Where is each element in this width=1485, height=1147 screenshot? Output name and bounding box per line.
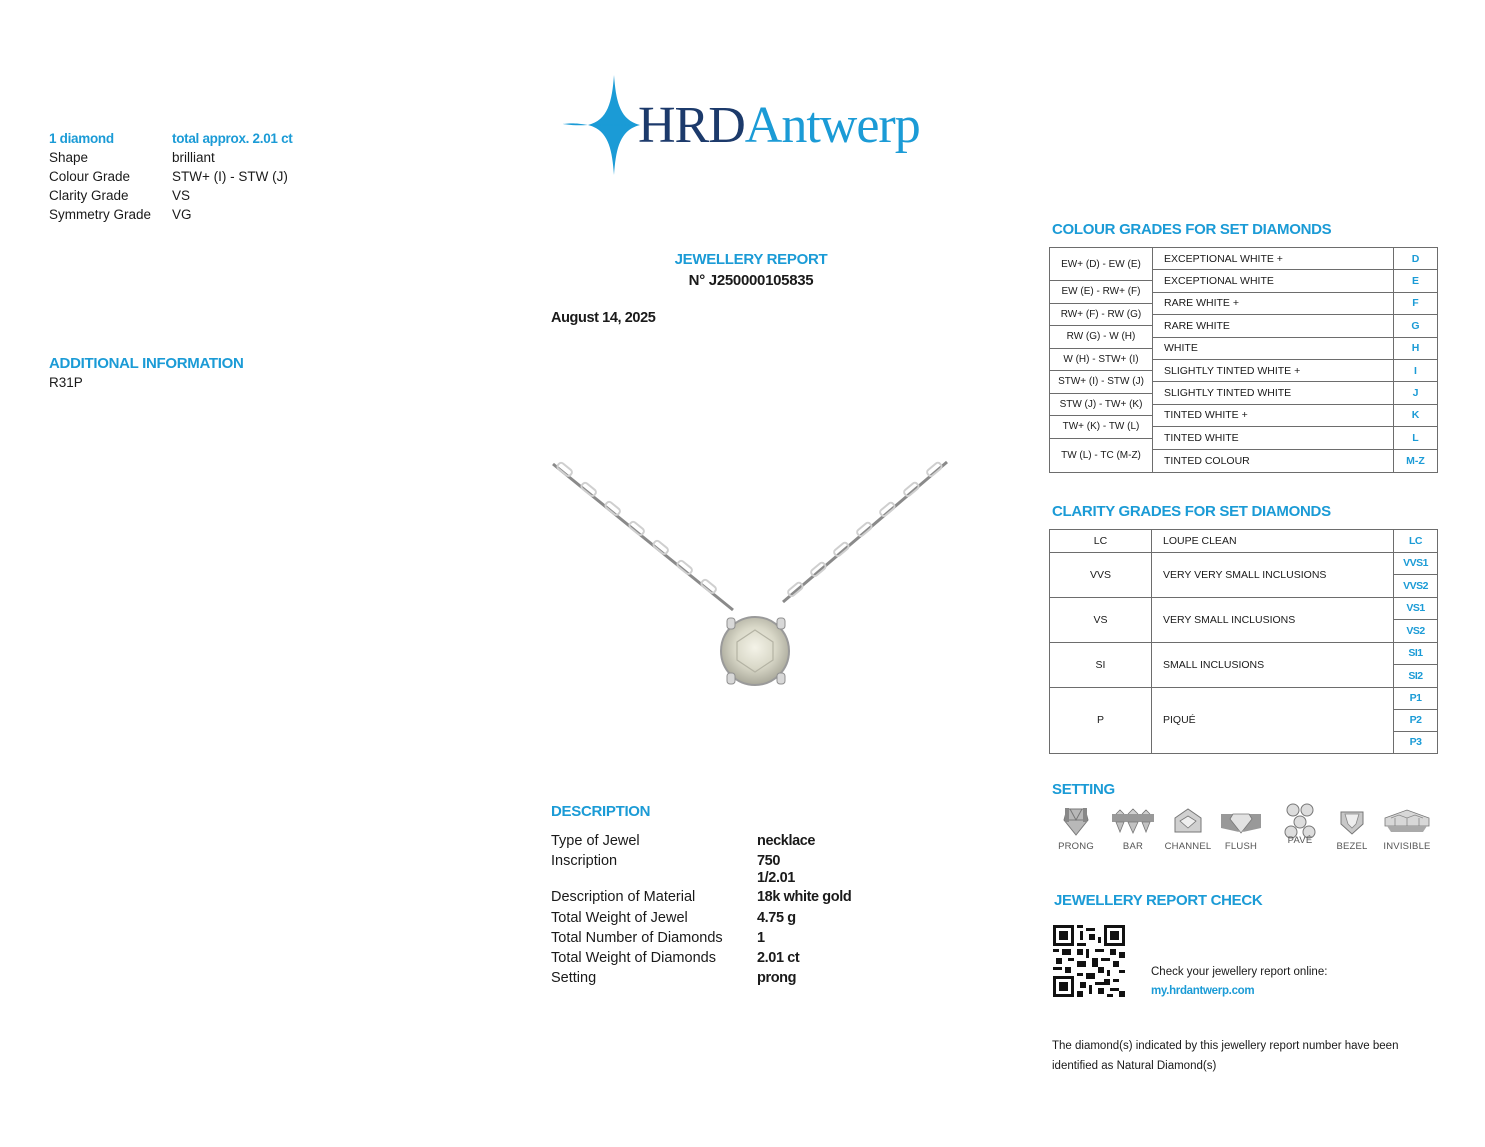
report-check-text [1151,963,1327,1001]
description-row [551,831,851,851]
clarity-code: LC [1409,535,1422,548]
setting-label: INVISIBLE [1383,841,1431,852]
colour-range: TW (L) - TC (M-Z) [1061,449,1141,461]
description-row [551,887,851,907]
setting-item-flush [1211,806,1271,852]
bezel-setting-icon [1335,806,1369,838]
colour-letter: I [1394,360,1437,382]
setting-label: BAR [1122,841,1144,852]
clarity-codes [1394,598,1437,642]
clarity-abbr: VS [1050,598,1152,642]
additional-info-value: R31P [49,375,83,390]
setting-types [1050,806,1440,862]
description-value: 2.01 ct [757,950,800,967]
colour-range: STW (J) - TW+ (K) [1050,394,1152,417]
hrd-antwerp-logo [562,72,962,177]
clarity-name: SMALL INCLUSIONS [1152,643,1394,687]
summary-label: Colour Grade [49,169,131,184]
clarity-code: VS2 [1406,625,1425,638]
clarity-code: SI2 [1408,670,1423,683]
pave-setting-icon [1280,800,1320,840]
colour-letter: F [1394,293,1437,315]
colour-name: WHITE [1153,338,1393,360]
clarity-name: PIQUÉ [1152,688,1394,754]
summary-row [49,148,293,167]
clarity-codes [1394,530,1437,552]
additional-information [49,354,244,392]
colour-range: EW+ (D) - EW (E) [1050,248,1152,281]
clarity-abbr: VVS [1050,553,1152,597]
setting-item-pave [1270,806,1330,846]
colour-name: SLIGHTLY TINTED WHITE + [1153,360,1393,382]
summary-row [49,167,293,186]
clarity-codes [1394,553,1437,597]
colour-range: W (H) - STW+ (I) [1050,349,1152,372]
total-weight: total approx. 2.01 ct [172,131,293,146]
additional-info-title: ADDITIONAL INFORMATION [49,355,244,372]
clarity-abbr: SI [1050,643,1152,687]
clarity-code: VVS2 [1403,580,1428,593]
setting-label: CHANNEL [1164,841,1212,852]
setting-item-bezel [1322,806,1382,852]
clarity-row [1050,553,1437,598]
logo-text-hrd: HRD [638,97,745,154]
channel-setting-icon [1171,806,1205,838]
colour-name: SLIGHTLY TINTED WHITE [1153,382,1393,404]
setting-label: BEZEL [1336,841,1368,852]
check-link[interactable]: my.hrdantwerp.com [1151,985,1255,997]
colour-letter: L [1394,427,1437,449]
colour-name: EXCEPTIONAL WHITE + [1153,248,1393,270]
clarity-code: VS1 [1394,598,1437,621]
summary-value: brilliant [172,150,215,165]
description-value: 4.75 g [757,909,796,926]
colour-name: TINTED WHITE + [1153,405,1393,427]
setting-item-prong [1046,806,1106,852]
colour-name-column [1153,248,1394,472]
description-row [551,968,851,988]
diamond-summary [49,129,293,224]
qr-code-icon [1053,925,1125,997]
description-label: Total Weight of Jewel [551,909,688,926]
invisible-setting-icon [1383,806,1431,838]
colour-name: TINTED COLOUR [1164,454,1250,467]
colour-letter: K [1394,405,1437,427]
summary-label: Shape [49,150,89,165]
prong-setting-icon [1059,806,1093,838]
description-value: necklace [757,833,816,849]
check-instruction: Check your jewellery report online: [1151,966,1328,978]
colour-range: RW (G) - W (H) [1050,326,1152,349]
clarity-row [1050,598,1437,643]
necklace-photo [551,460,948,700]
colour-letter: E [1394,270,1437,292]
description-value: 18k white gold [757,889,852,906]
colour-letter-column [1394,248,1437,472]
colour-name: RARE WHITE [1153,315,1393,337]
report-date: August 14, 2025 [551,310,656,326]
description-row [551,928,851,948]
clarity-row [1050,530,1437,553]
colour-letter: J [1394,382,1437,404]
colour-letter: D [1394,248,1437,270]
report-title: JEWELLERY REPORT [674,251,828,268]
clarity-grades-table [1049,529,1438,754]
description-row [551,851,851,887]
summary-label: Symmetry Grade [49,207,152,222]
clarity-name: VERY VERY SMALL INCLUSIONS [1152,553,1394,597]
description-label: Total Number of Diamonds [551,929,723,946]
description-label: Description of Material [551,889,696,906]
clarity-abbr: LC [1050,530,1152,552]
clarity-codes [1394,643,1437,687]
setting-item-bar [1103,806,1163,852]
description-label: Setting [551,970,597,987]
bar-setting-icon [1110,806,1156,838]
summary-value: VG [172,207,192,222]
colour-name: TINTED WHITE [1153,427,1393,449]
description-value [757,851,795,887]
description-label: Total Weight of Diamonds [551,950,716,967]
clarity-code: P1 [1394,688,1437,710]
report-check-title: JEWELLERY REPORT CHECK [1054,892,1263,909]
clarity-abbr: P [1050,688,1152,754]
colour-letter: H [1394,338,1437,360]
description-title: DESCRIPTION [551,803,651,820]
clarity-codes [1394,688,1437,754]
colour-letter: M-Z [1406,454,1425,467]
setting-label: FLUSH [1224,841,1258,852]
description-label: Type of Jewel [551,833,640,849]
setting-item-invisible [1377,806,1437,852]
clarity-code: P2 [1394,710,1437,732]
diamond-count: 1 diamond [49,131,114,146]
clarity-row [1050,643,1437,688]
summary-value: STW+ (I) - STW (J) [172,169,288,184]
colour-range-column [1050,248,1153,472]
setting-item-channel [1158,806,1218,852]
colour-name: RARE WHITE + [1153,293,1393,315]
clarity-code: P3 [1409,736,1422,749]
flush-setting-icon [1219,806,1263,838]
colour-name: EXCEPTIONAL WHITE [1153,270,1393,292]
setting-label: PAVÉ [1287,835,1313,846]
clarity-row [1050,688,1437,754]
summary-row [49,205,293,224]
clarity-name: LOUPE CLEAN [1152,530,1394,552]
colour-range: TW+ (K) - TW (L) [1050,416,1152,439]
summary-value: VS [172,188,191,203]
colour-letter: G [1394,315,1437,337]
description-list [551,831,851,989]
colour-grades-table [1049,247,1438,473]
colour-range: RW+ (F) - RW (G) [1050,304,1152,327]
setting-label: PRONG [1058,841,1094,852]
clarity-grades-title: CLARITY GRADES FOR SET DIAMONDS [1052,503,1331,520]
description-value: 1 [757,929,765,946]
inscription-line-2: 1/2.01 [757,870,795,887]
summary-label: Clarity Grade [49,188,129,203]
description-label: Inscription [551,853,618,870]
inscription-line-1: 750 [757,853,780,870]
report-header [550,249,952,291]
description-row [551,908,851,928]
description-value: prong [757,970,797,987]
summary-row [49,186,293,205]
clarity-code: SI1 [1394,643,1437,666]
report-number: N° J250000105835 [688,272,814,289]
colour-grades-title: COLOUR GRADES FOR SET DIAMONDS [1052,221,1332,238]
description-row [551,948,851,968]
clarity-code: VVS1 [1394,553,1437,576]
setting-title: SETTING [1052,781,1115,798]
logo-text-antwerp: Antwerp [744,97,920,154]
clarity-name: VERY SMALL INCLUSIONS [1152,598,1394,642]
qr-code[interactable] [1053,925,1125,997]
colour-range: STW+ (I) - STW (J) [1050,371,1152,394]
natural-diamond-note: The diamond(s) indicated by this jewellery report number have been identified as Natural Diamond(s) [1052,1040,1399,1072]
colour-range: EW (E) - RW+ (F) [1050,281,1152,304]
